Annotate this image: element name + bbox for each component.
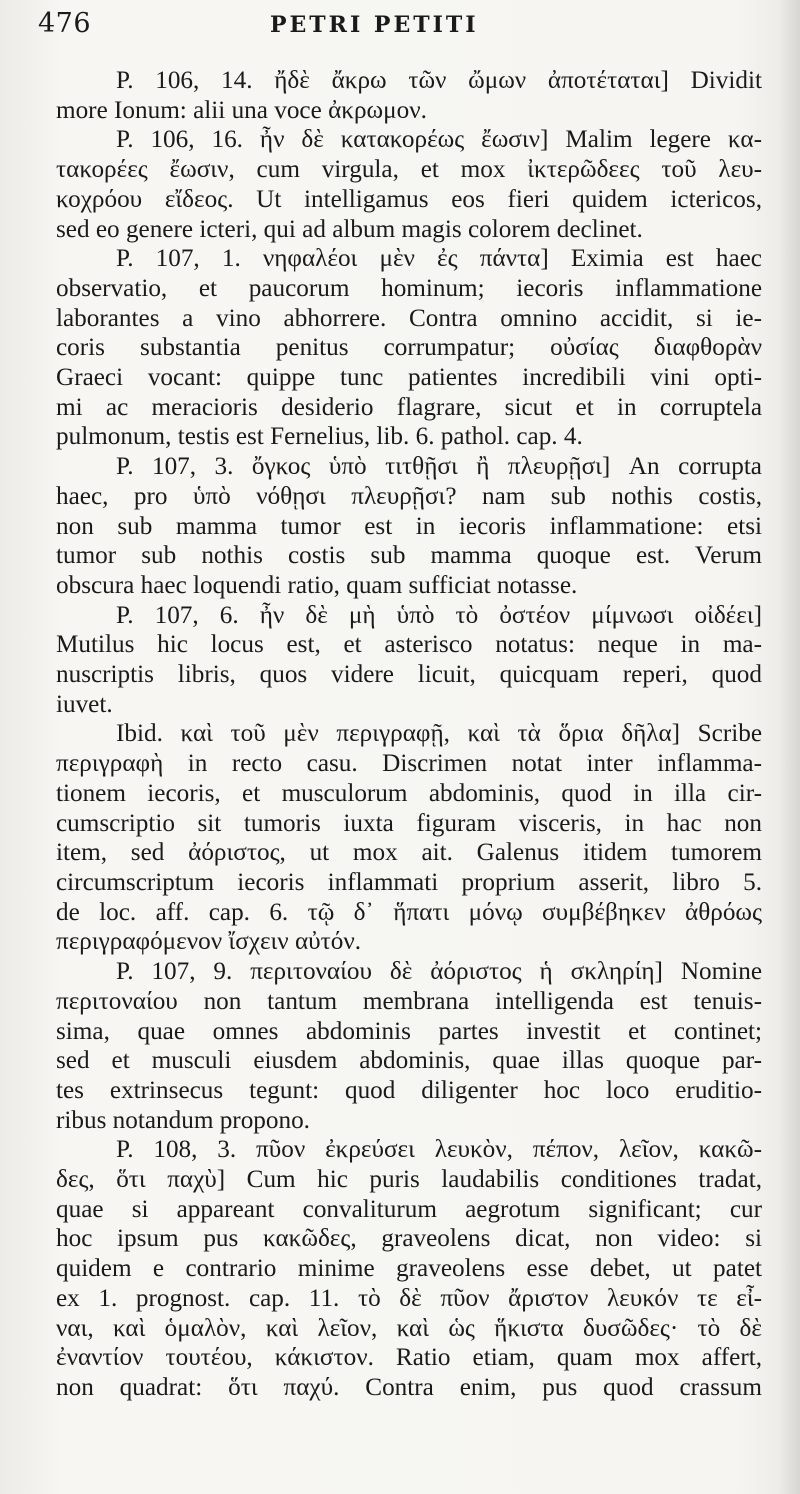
text-line: non sub mamma tumor est in iecoris inflammatione: etsi (56, 512, 762, 540)
text-line: haec, pro ὑπὸ νόθῃσι πλευρῇσι? nam sub nothis costis, (56, 482, 762, 510)
text-line: iuvet. (56, 690, 113, 718)
text-line: hoc ipsum pus κακῶδες, graveolens dicat, non video: si (56, 1225, 762, 1253)
text-line: ex 1. prognost. cap. 11. τὸ δὲ πῦον ἄριστον λευκόν τε εἶ- (56, 1284, 762, 1312)
text-line: nuscriptis libris, quos videre licuit, quicquam reperi, quod (56, 661, 762, 689)
text-line: mi ac meracioris desiderio flagrare, sicut et in corruptela (56, 393, 762, 421)
page-number: 476 (38, 8, 92, 39)
text-line: ribus notandum propono. (56, 1106, 310, 1134)
text-line: τακορέες ἔωσιν, cum virgula, et mox ἰκτερῶδεες τοῦ λευ- (56, 156, 762, 184)
text-line: P. 107, 9. περιτοναίου δὲ ἀόριστος ἡ σκληρίη] Nomine (116, 958, 762, 986)
text-line: observatio, et paucorum hominum; iecoris inflammatione (56, 274, 762, 302)
text-line: obscura haec loquendi ratio, quam sufficiat notasse. (56, 571, 578, 599)
text-line: P. 107, 6. ἦν δὲ μὴ ὑπὸ τὸ ὀστέον μίμνωσι οἰδέει] (116, 601, 762, 629)
text-line: δες, ὅτι παχὺ] Cum hic puris laudabilis conditiones tradat, (56, 1166, 762, 1194)
page-header (38, 6, 758, 46)
text-line: περιτοναίου non tantum membrana intelligenda est tenuis- (56, 987, 762, 1015)
text-line: more Ionum: alii una voce ἀκρωμον. (56, 96, 427, 124)
text-line: περιγραφόμενον ἴσχειν αὐτόν. (56, 928, 362, 956)
text-line: Mutilus hic locus est, et asterisco notatus: neque in ma- (56, 631, 762, 659)
text-line: Graeci vocant: quippe tunc patientes incredibili vini opti- (56, 364, 762, 392)
text-line: P. 106, 16. ἦν δὲ κατακορέως ἔωσιν] Malim legere κα- (116, 126, 762, 154)
text-line: ναι, καὶ ὁμαλὸν, καὶ λεῖον, καὶ ὡς ἥκιστα δυσῶδες· τὸ δὲ (56, 1314, 762, 1342)
text-line: quae si appareant convaliturum aegrotum significant; cur (56, 1195, 762, 1223)
text-line: sed eo genere icteri, qui ad album magis colorem declinet. (56, 215, 643, 243)
text-line: tumor sub nothis costis sub mamma quoque est. Verum (56, 542, 762, 570)
page-edge-shadow (778, 0, 800, 1494)
text-line: P. 106, 14. ἤδὲ ἄκρω τῶν ὤμων ἀποτέταται] Dividit (116, 67, 762, 94)
text-line: quidem e contrario minime graveolens esse debet, ut patet (56, 1255, 762, 1283)
text-line: P. 107, 1. νηφαλέοι μὲν ἐς πάντα] Eximia est haec (116, 245, 762, 273)
text-line: coris substantia penitus corrumpatur; οὐσίας διαφθορὰν (56, 334, 762, 362)
body-text (56, 66, 762, 1403)
text-line: circumscriptum iecoris inflammati proprium asserit, libro 5. (56, 868, 762, 896)
text-line: non quadrat: ὅτι παχύ. Contra enim, pus quod crassum (56, 1373, 762, 1401)
running-head: PETRI PETITI (270, 12, 479, 38)
text-line: περιγραφὴ in recto casu. Discrimen notat inter inflamma- (56, 750, 762, 778)
text-line: cumscriptio sit tumoris iuxta figuram visceris, in hac non (56, 809, 762, 837)
text-line: tes extrinsecus tegunt: quod diligenter hoc loco eruditio- (56, 1076, 762, 1104)
text-line: κοχρόου εἴδεος. Ut intelligamus eos fieri quidem ictericos, (56, 185, 762, 213)
text-line: Ibid. καὶ τοῦ μὲν περιγραφῇ, καὶ τὰ ὅρια δῆλα] Scribe (116, 720, 762, 748)
text-line: ἐναντίον τουτέου, κάκιστον. Ratio etiam, quam mox affert, (56, 1344, 762, 1372)
text-line: de loc. aff. cap. 6. τῷ δ᾽ ἥπατι μόνῳ συμβέβηκεν ἀθρόως (56, 898, 762, 926)
text-line: sed et musculi eiusdem abdominis, quae illas quoque par- (56, 1047, 762, 1075)
text-line: tionem iecoris, et musculorum abdominis, quod in illa cir- (56, 779, 762, 807)
text-line: pulmonum, testis est Fernelius, lib. 6. pathol. cap. 4. (56, 423, 583, 451)
text-line: P. 108, 3. πῦον ἐκρεύσει λευκὸν, πέπον, λεῖον, κακῶ- (116, 1136, 762, 1164)
text-line: item, sed ἀόριστος, ut mox ait. Galenus itidem tumorem (56, 839, 762, 867)
text-line: P. 107, 3. ὄγκος ὑπὸ τιτθῇσι ἢ πλευρῇσι] An corrupta (116, 453, 762, 481)
text-line: laborantes a vino abhorrere. Contra omnino accidit, si ie- (56, 304, 762, 332)
text-line: sima, quae omnes abdominis partes investit et continet; (56, 1017, 762, 1045)
